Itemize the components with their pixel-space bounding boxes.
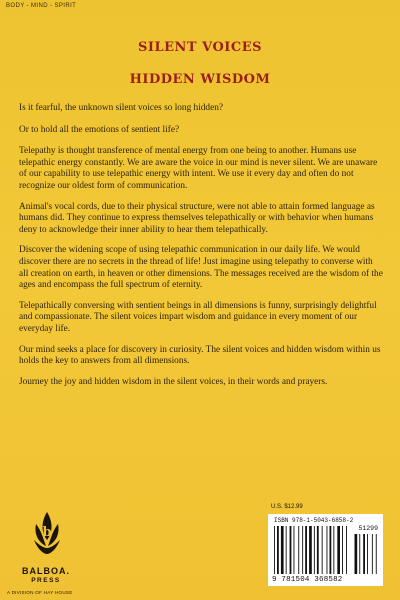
book-title-line2: HIDDEN WISDOM: [129, 72, 271, 87]
blurb-paragraph: Is it fearful, the unknown silent voices so long hidden?: [19, 103, 223, 113]
blurb-paragraph: Discover the widening scope of using telepathic communication in our daily life. We would discover there are no secrets in the thread of life! Just imagine using telepathy to converse with all creation on earth, in heaven or other dimensions. The messages received are the wisdom of the ages and encompass the full spectrum of eternity.: [19, 245, 383, 291]
category-label: BODY - MIND - SPIRIT: [6, 3, 77, 9]
blurb-paragraph: Animal's vocal cords, due to their physical structure, were not able to attain formed language as humans did. They continue to express themselves telepathically or with behavior when humans deny to acknowledge their inner ability to hear them telepathically.: [19, 201, 375, 235]
barcode-bar: [274, 526, 275, 574]
isbn-text: ISBN 978-1-5043-6858-2: [274, 517, 354, 524]
barcode-bar: [376, 534, 377, 574]
barcode-bar: [322, 526, 323, 574]
barcode-bar: [342, 526, 343, 574]
barcode-bar: [302, 526, 303, 574]
barcode-bar: [333, 526, 334, 574]
blurb: [19, 103, 384, 397]
barcode-bar: [309, 526, 312, 574]
price-code: 51299: [358, 525, 378, 532]
barcode-bar: [314, 526, 315, 574]
blurb-paragraph: Our mind seeks a place for discovery in curiosity. The silent voices and hidden wisdom within us holds the key to answers from all dimensions.: [19, 344, 381, 367]
lotus-logo-icon: [32, 510, 62, 564]
blurb-paragraph: Telepathy is thought transference of mental energy from one being to another. Humans use telepathic energy constantly. We are aware the voice in our mind is never silent. We are unaware of our capability to use telepathic energy with intent. We use it every day and often do not recognize our oldest form of communication.: [19, 146, 378, 191]
publisher-division: A DIVISION OF HAY HOUSE: [7, 590, 73, 595]
barcode-bar: [317, 526, 319, 574]
svg-text:b: b: [42, 525, 52, 540]
barcode-bar: [355, 534, 358, 574]
barcode-bar: [372, 534, 373, 574]
barcode-bar: [367, 534, 368, 574]
book-title-line1: SILENT VOICES: [137, 40, 262, 55]
barcode-bar: [286, 526, 287, 574]
publisher-name: BALBOA.: [22, 566, 70, 576]
publisher-sub: PRESS: [31, 577, 61, 584]
barcode-bar: [305, 526, 307, 574]
barcode-bar: [359, 534, 360, 574]
publisher-logo: [7, 510, 100, 600]
barcode-bar: [290, 526, 292, 574]
ean-number: 9 781504 368582: [272, 576, 343, 584]
barcode-bar: [277, 526, 279, 574]
barcode-bar: [337, 526, 340, 574]
blurb-paragraph: Telepathically conversing with sentient beings in all dimensions is funny, surprisingly delightful and compassionate. The silent voices impart wisdom and guidance in every moment of our everyday life.: [19, 300, 377, 334]
barcode: [268, 514, 383, 586]
barcode-bar: [298, 526, 299, 574]
barcode-bar: [281, 526, 284, 574]
barcode-bar: [294, 526, 295, 574]
barcode-bar: [327, 526, 328, 574]
barcode-bar: [330, 526, 332, 574]
barcode-bar: [363, 534, 365, 574]
blurb-paragraph: Journey the joy and hidden wisdom in the silent voices, in their words and prayers.: [19, 376, 328, 387]
barcode-bar: [346, 526, 347, 574]
price-label: U.S. $12.99: [271, 504, 303, 510]
blurb-paragraph: Or to hold all the emotions of sentient life?: [19, 124, 180, 135]
